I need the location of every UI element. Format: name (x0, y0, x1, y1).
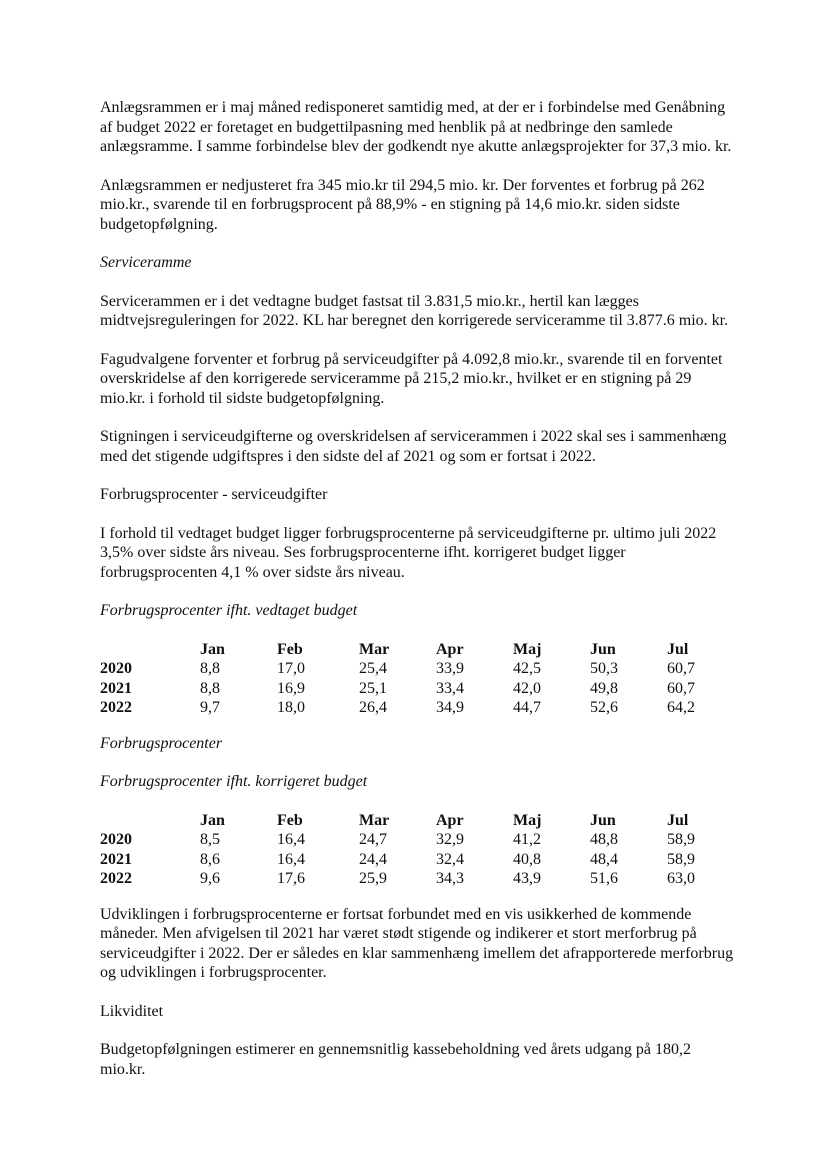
corner-cell (100, 640, 200, 660)
column-header: Jan (200, 811, 225, 829)
table-korrigeret-budget (100, 811, 717, 889)
column-header: Feb (277, 811, 303, 829)
paragraph-anlaegsramme-redisponeret: Anlægsrammen er i maj måned redisponeret samtidig med, at der er i forbindelse med Genåbning af budget 2022 er foretaget en budgettilpasning med henblik på at nedbringe den samlede anlægsramme. I samme forbindelse blev der godkendt nye akutte anlægsprojekter for 37,3 mio. kr. (100, 99, 732, 155)
table-cell: 64,2 (667, 699, 695, 716)
table-cell: 8,8 (200, 660, 220, 677)
row-year: 2021 (100, 679, 132, 697)
table-cell: 58,9 (667, 831, 695, 848)
table-cell: 33,9 (436, 660, 464, 677)
table-cell: 17,6 (277, 870, 305, 887)
paragraph-fagudvalg-forbrug: Fagudvalgene forventer et forbrug på serviceudgifter på 4.092,8 mio.kr., svarende til en forventet overskridelse af den korrigerede serviceramme på 215,2 mio.kr., hvilket er en stigning på 29 mio.kr. i forhold til sidste budgetopfølgning. (100, 350, 723, 407)
column-header: Apr (436, 811, 464, 829)
row-year: 2020 (100, 831, 132, 848)
table-cell: 8,5 (200, 831, 220, 848)
row-year: 2022 (100, 699, 132, 716)
row-year: 2020 (100, 660, 132, 677)
table-row (100, 679, 717, 699)
heading-forbrugsprocenter: Forbrugsprocenter (100, 734, 223, 752)
table-cell: 8,6 (200, 850, 220, 868)
table-cell: 25,1 (359, 679, 387, 697)
table-row (100, 869, 717, 889)
table-vedtaget-budget (100, 640, 717, 718)
table-row (100, 698, 717, 718)
corner-cell (100, 811, 200, 831)
table-cell: 16,4 (277, 850, 305, 868)
table-cell: 44,7 (513, 699, 541, 716)
table-header-row (100, 640, 717, 660)
paragraph-serviceramme-fastsat: Servicerammen er i det vedtagne budget fastsat til 3.831,5 mio.kr., hertil kan lægges midtvejsreguleringen for 2022. KL har beregnet den korrigerede serviceramme til 3.877.6 mio. kr. (100, 292, 729, 329)
column-header: Maj (513, 811, 542, 829)
table-cell: 17,0 (277, 660, 305, 677)
document-page (100, 98, 740, 1098)
heading-table-vedtaget-budget: Forbrugsprocenter ifht. vedtaget budget (100, 602, 358, 619)
table-cell: 33,4 (436, 679, 464, 697)
column-header: Jun (590, 811, 616, 829)
table-cell: 25,4 (359, 660, 387, 677)
table-cell: 24,4 (359, 850, 387, 868)
column-header: Maj (513, 640, 542, 658)
table-cell: 43,9 (513, 870, 541, 887)
table-cell: 16,9 (277, 679, 305, 697)
table-cell: 32,9 (436, 831, 464, 848)
table-cell: 60,7 (667, 679, 695, 697)
table-cell: 18,0 (277, 699, 305, 716)
table-cell: 32,4 (436, 850, 464, 868)
table-row (100, 659, 717, 679)
table-cell: 9,6 (200, 870, 220, 887)
column-header: Mar (359, 640, 390, 658)
table-cell: 25,9 (359, 870, 387, 887)
row-year: 2021 (100, 850, 132, 868)
table-cell: 58,9 (667, 850, 695, 868)
table-cell: 42,0 (513, 679, 541, 697)
paragraph-anlaegsramme-nedjusteret: Anlægsrammen er nedjusteret fra 345 mio.kr til 294,5 mio. kr. Der forventes et forbrug på 262 mio.kr., svarende til en forbrugsprocent på 88,9% - en stigning på 14,6 mio.kr. siden sidste budgetopfølgning. (100, 176, 705, 233)
table-cell: 24,7 (359, 831, 387, 848)
heading-likviditet: Likviditet (100, 1002, 164, 1020)
row-year: 2022 (100, 870, 132, 887)
column-header: Jun (590, 640, 616, 658)
table-cell: 26,4 (359, 699, 387, 716)
heading-forbrugsprocenter-serviceudgifter: Forbrugsprocenter - serviceudgifter (100, 486, 328, 503)
table-row (100, 850, 717, 870)
table-cell: 60,7 (667, 660, 695, 677)
table-cell: 48,8 (590, 831, 618, 848)
table-cell: 48,4 (590, 850, 618, 868)
table-cell: 49,8 (590, 679, 618, 697)
column-header: Jan (200, 640, 225, 658)
heading-serviceramme: Serviceramme (100, 254, 192, 271)
column-header: Mar (359, 811, 390, 829)
column-header: Apr (436, 640, 464, 658)
paragraph-udviklingen-forbrugsprocenter: Udviklingen i forbrugsprocenterne er fortsat forbundet med en vis usikkerhed de kommende måneder. Men afvigelsen til 2021 har været stødt stigende og indikerer et stort merforbrug på serviceudgifter i 2022. Der er således en klar sammenhæng imellem det afrapporterede merforbrug og udviklingen i forbrugsprocenter. (100, 905, 734, 981)
table-cell: 16,4 (277, 831, 305, 848)
table-cell: 40,8 (513, 850, 541, 868)
table-cell: 9,7 (200, 699, 220, 716)
table-cell: 34,3 (436, 870, 464, 887)
paragraph-kassebeholdning: Budgetopfølgningen estimerer en gennemsnitlig kassebeholdning ved årets udgang på 180,2 mio.kr. (100, 1041, 691, 1078)
paragraph-forbrugsprocenter-niveau: I forhold til vedtaget budget ligger forbrugsprocenterne på serviceudgifterne pr. ultimo juli 2022 3,5% over sidste års niveau. Ses forbrugsprocenterne ifht. korrigeret budget ligger forbrugsprocenten 4,1 % over sidste års niveau. (100, 524, 717, 581)
table-cell: 34,9 (436, 699, 464, 716)
column-header: Jul (667, 811, 689, 829)
heading-table-korrigeret-budget: Forbrugsprocenter ifht. korrigeret budget (100, 773, 368, 790)
table-cell: 63,0 (667, 870, 695, 887)
table-header-row (100, 811, 717, 831)
column-header: Feb (277, 640, 303, 658)
column-header: Jul (667, 640, 689, 658)
table-cell: 50,3 (590, 660, 618, 677)
table-cell: 51,6 (590, 870, 618, 887)
paragraph-stigning-serviceudgifter: Stigningen i serviceudgifterne og overskridelsen af servicerammen i 2022 skal ses i sammenhæng med det stigende udgiftspres i den sidste del af 2021 og som er fortsat i 2022. (100, 428, 727, 465)
table-cell: 42,5 (513, 660, 541, 677)
table-cell: 52,6 (590, 699, 618, 716)
table-row (100, 830, 717, 850)
table-cell: 41,2 (513, 831, 541, 848)
table-cell: 8,8 (200, 679, 220, 697)
